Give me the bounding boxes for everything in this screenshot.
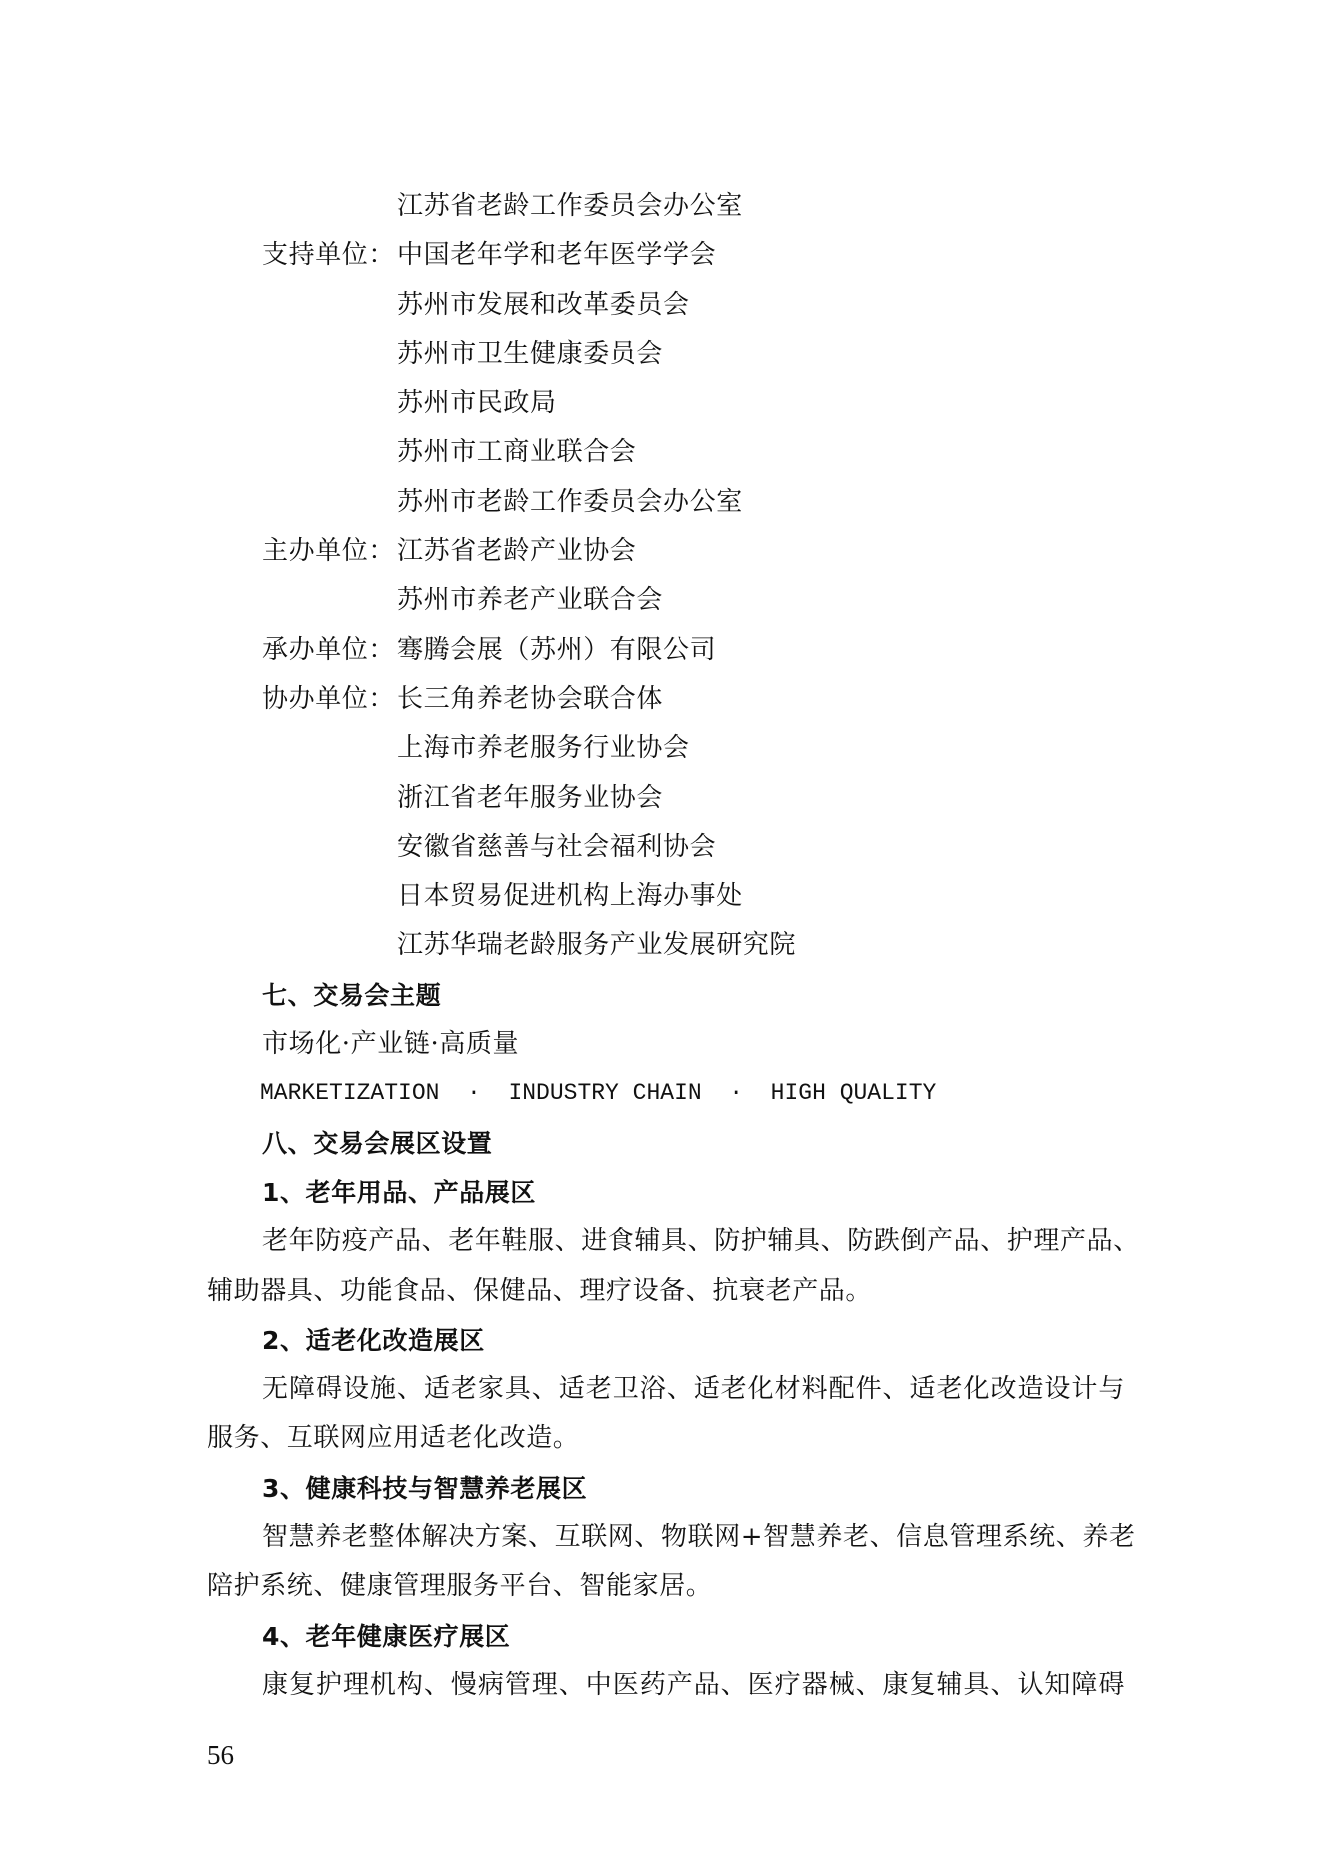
organization-name: 长三角养老协会联合体 xyxy=(397,683,664,714)
zone-description-line: 无障碍设施、适老家具、适老卫浴、适老化材料配件、适老化改造设计与 xyxy=(262,1374,1125,1405)
organization-name: 苏州市养老产业联合会 xyxy=(397,585,664,616)
organization-row xyxy=(207,182,1125,231)
organization-name: 上海市养老服务行业协会 xyxy=(397,733,690,764)
document-body xyxy=(207,182,1140,1710)
zone-title: 1、老年用品、产品展区 xyxy=(262,1177,536,1207)
organization-name: 浙江省老年服务业协会 xyxy=(397,782,664,813)
organization-row xyxy=(207,823,1125,872)
organization-row xyxy=(207,724,1125,773)
theme-chinese: 市场化·产业链·高质量 xyxy=(262,1029,520,1060)
page-number: 56 xyxy=(207,1740,234,1770)
section-heading-theme: 七、交易会主题 xyxy=(262,980,442,1010)
organization-name: 江苏华瑞老龄服务产业发展研究院 xyxy=(397,930,797,961)
zone-title: 4、老年健康医疗展区 xyxy=(262,1621,511,1651)
organization-row xyxy=(207,675,1125,724)
organization-row xyxy=(207,921,1125,970)
organization-role-label: 支持单位： xyxy=(262,240,396,271)
zone-description-line: 辅助器具、功能食品、保健品、理疗设备、抗衰老产品。 xyxy=(207,1275,873,1306)
organization-row xyxy=(207,872,1125,921)
organization-name: 中国老年学和老年医学学会 xyxy=(397,240,717,271)
organization-role-label: 主办单位： xyxy=(262,536,396,567)
organization-row xyxy=(207,231,1125,280)
organization-row xyxy=(207,527,1125,576)
zone-title: 2、适老化改造展区 xyxy=(262,1325,485,1355)
organization-name: 苏州市老龄工作委员会办公室 xyxy=(397,486,743,517)
organization-row xyxy=(207,576,1125,625)
organization-name: 苏州市卫生健康委员会 xyxy=(397,338,664,369)
organization-name: 骞腾会展（苏州）有限公司 xyxy=(397,634,717,665)
zone-list xyxy=(207,1168,1140,1710)
organization-name: 安徽省慈善与社会福利协会 xyxy=(397,831,717,862)
organization-row xyxy=(207,626,1125,675)
zone-description-line: 陪护系统、健康管理服务平台、智能家居。 xyxy=(207,1571,713,1602)
organization-name: 江苏省老龄产业协会 xyxy=(397,536,637,567)
organization-role-label: 承办单位： xyxy=(262,634,396,665)
organization-row xyxy=(207,379,1125,428)
organization-name: 日本贸易促进机构上海办事处 xyxy=(397,881,743,912)
zone-title: 3、健康科技与智慧养老展区 xyxy=(262,1473,588,1503)
organization-row xyxy=(207,330,1125,379)
zone-description-line: 服务、互联网应用适老化改造。 xyxy=(207,1423,580,1454)
zone-description-line: 老年防疫产品、老年鞋服、进食辅具、防护辅具、防跌倒产品、护理产品、 xyxy=(262,1226,1140,1257)
organization-row xyxy=(207,428,1125,477)
organization-list xyxy=(207,182,1125,971)
organization-row xyxy=(207,774,1125,823)
organization-role-label: 协办单位： xyxy=(262,683,396,714)
organization-row xyxy=(207,478,1125,527)
organization-name: 苏州市发展和改革委员会 xyxy=(397,289,690,320)
theme-english: MARKETIZATION · INDUSTRY CHAIN · HIGH QUALITY xyxy=(260,1080,937,1107)
organization-name: 苏州市民政局 xyxy=(397,388,557,419)
section-heading-zones: 八、交易会展区设置 xyxy=(262,1128,493,1158)
organization-name: 苏州市工商业联合会 xyxy=(397,437,637,468)
zone-description-line: 智慧养老整体解决方案、互联网、物联网+智慧养老、信息管理系统、养老 xyxy=(262,1522,1136,1553)
organization-name: 江苏省老龄工作委员会办公室 xyxy=(397,191,743,221)
organization-row xyxy=(207,281,1125,330)
zone-description-line: 康复护理机构、慢病管理、中医药产品、医疗器械、康复辅具、认知障碍 xyxy=(262,1669,1125,1700)
